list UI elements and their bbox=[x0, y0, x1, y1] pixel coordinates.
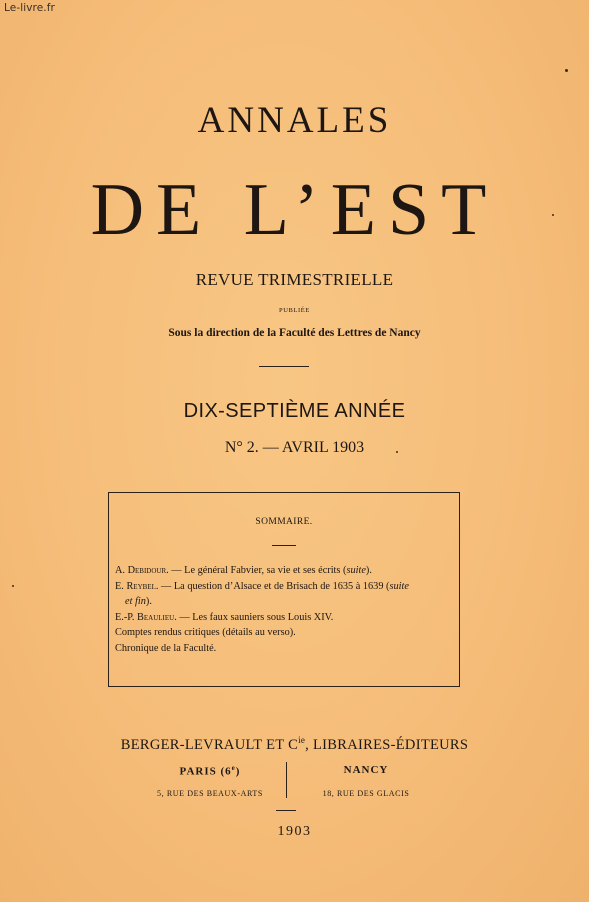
contents-entry-2-continued: et fin). bbox=[125, 596, 152, 607]
contents-entry-1: A. Debidour. — Le général Fabvier, sa vie et ses écrits (suite). bbox=[115, 565, 372, 576]
contents-heading: SOMMAIRE. bbox=[255, 517, 313, 527]
paper-speck bbox=[396, 451, 398, 453]
paris-address: 5, RUE DES BEAUX-ARTS bbox=[157, 789, 263, 798]
published-label: PUBLIÉE bbox=[279, 307, 310, 314]
contents-box bbox=[108, 492, 460, 687]
direction-line: Sous la direction de la Faculté des Lettres de Nancy bbox=[168, 327, 421, 339]
contents-entry-5: Chronique de la Faculté. bbox=[115, 642, 217, 654]
paper-speck bbox=[552, 214, 554, 216]
title-annales: ANNALES bbox=[197, 100, 392, 141]
contents-list bbox=[115, 563, 455, 656]
publisher-name: BERGER-LEVRAULT ET $C^{ie}$, LIBRAIRES-ÉDITEURS bbox=[120, 735, 469, 753]
divider-rule-bottom bbox=[276, 810, 296, 811]
divider-rule-top bbox=[259, 366, 309, 367]
title-de-lest: DE L’EST bbox=[90, 169, 499, 251]
nancy-address: 18, RUE DES GLACIS bbox=[322, 789, 410, 798]
paper-speck bbox=[565, 69, 568, 72]
subtitle: REVUE TRIMESTRIELLE bbox=[195, 270, 394, 289]
contents-entry-3: E.-P. Beaulieu. — Les faux sauniers sous Louis XIV. bbox=[115, 611, 334, 623]
year-label: DIX-SEPTIÈME ANNÉE bbox=[183, 400, 406, 422]
paper-speck bbox=[12, 585, 14, 587]
contents-entry-4: Comptes rendus critiques (détails au verso). bbox=[115, 627, 296, 638]
watermark: Le-livre.fr bbox=[4, 2, 55, 14]
publication-year: 1903 bbox=[277, 824, 312, 839]
paris-city: PARIS (6e) bbox=[179, 764, 241, 778]
contents-entry-2: E. Reybel. — La question d’Alsace et de Brisach de 1635 à 1639 (suite bbox=[115, 580, 409, 592]
issue-number: N° 2. — AVRIL 1903 bbox=[224, 439, 365, 456]
contents-rule bbox=[272, 545, 296, 546]
nancy-city: NANCY bbox=[343, 764, 389, 776]
city-separator bbox=[286, 762, 287, 798]
